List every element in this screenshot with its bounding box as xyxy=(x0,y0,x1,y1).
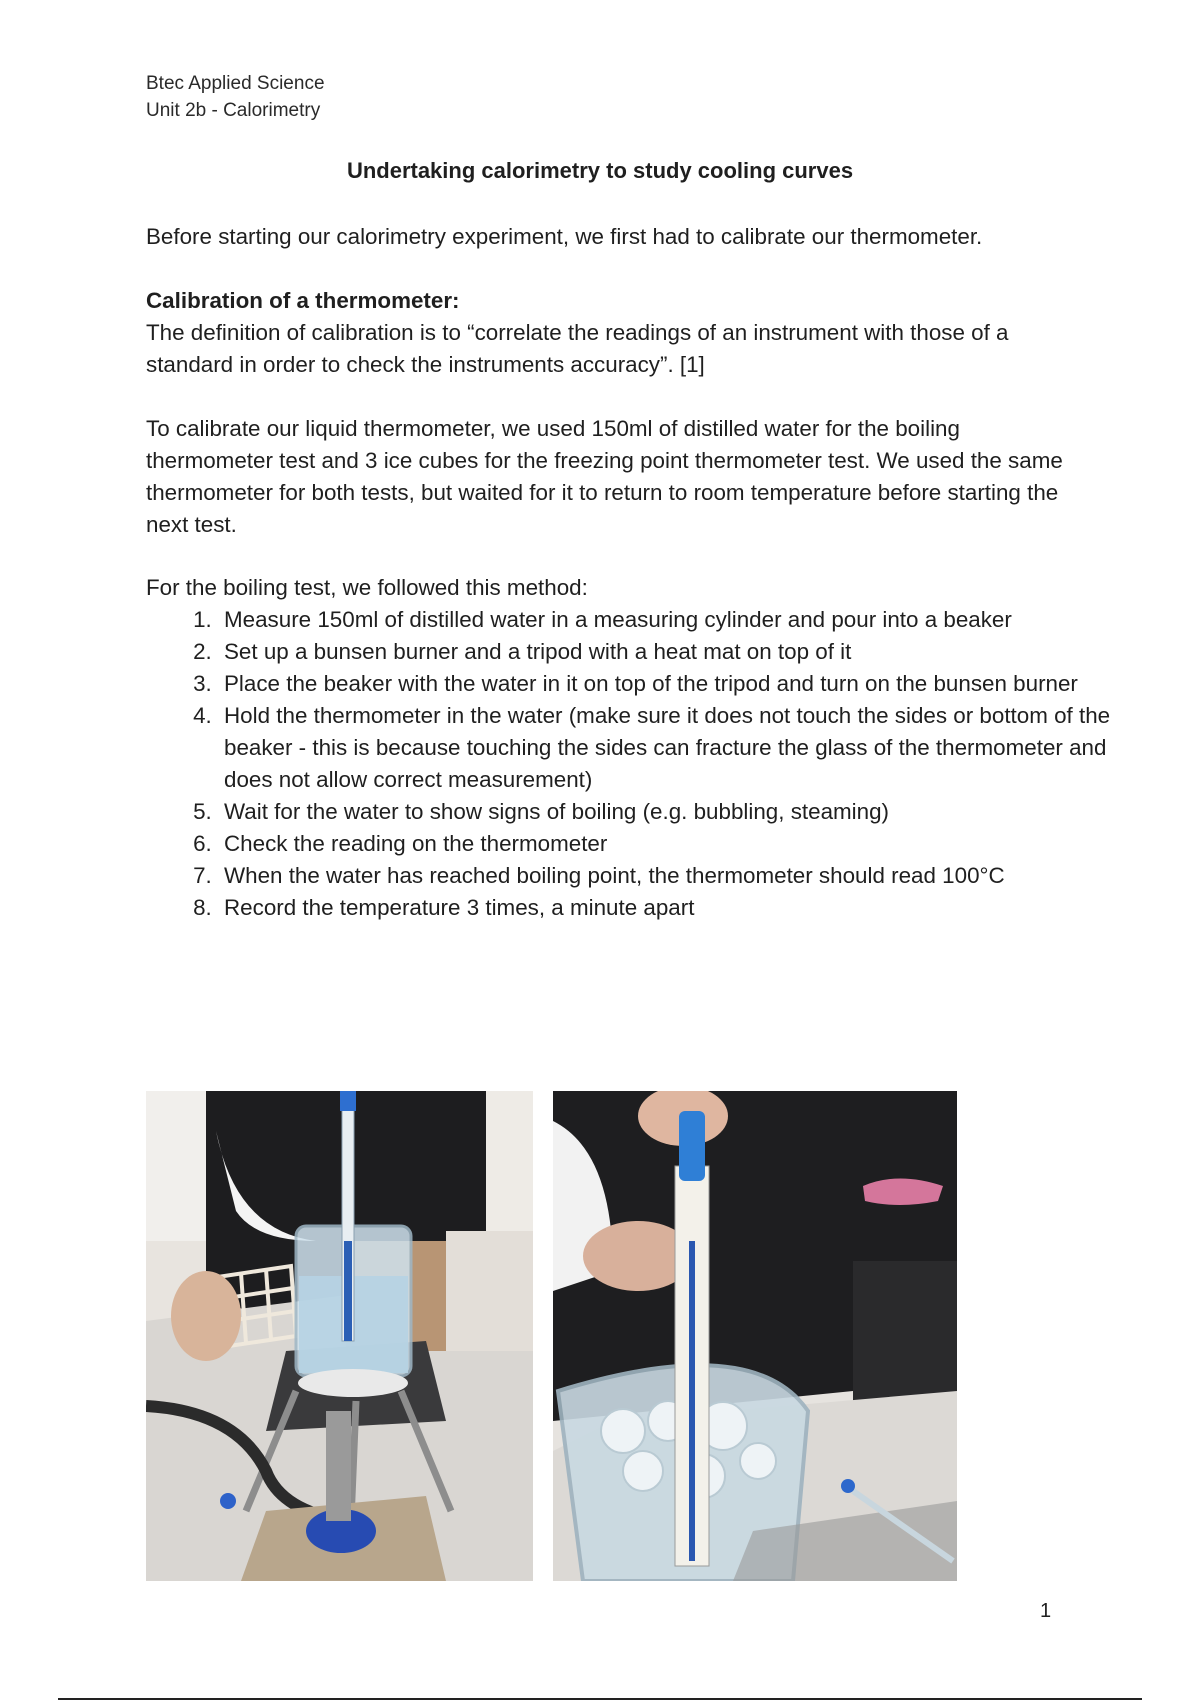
calibration-definition: The definition of calibration is to “correlate the readings of an instrument with those of a standard in order to check the instruments accuracy”. [1] xyxy=(146,320,1009,377)
calibration-heading: Calibration of a thermometer: xyxy=(146,288,460,313)
method-steps-list xyxy=(146,604,1118,924)
method-step: 3. Place the beaker with the water in it on top of the tripod and turn on the bunsen burner xyxy=(218,668,1118,700)
method-step: 5. Wait for the water to show signs of boiling (e.g. bubbling, steaming) xyxy=(218,796,1118,828)
method-intro-paragraph: To calibrate our liquid thermometer, we used 150ml of distilled water for the boiling thermometer test and 3 ice cubes for the freezing point thermometer test. We used the same thermometer for both tests, but waited for it to return to room temperature before starting the next test. xyxy=(146,416,1063,537)
unit-name: Unit 2b - Calorimetry xyxy=(146,100,321,121)
ice-beaker-photo xyxy=(553,1091,957,1581)
boiling-intro: For the boiling test, we followed this method: xyxy=(146,575,588,600)
course-name: Btec Applied Science xyxy=(146,73,325,94)
method-step: 4. Hold the thermometer in the water (make sure it does not touch the sides or bottom of the beaker - this is because touching the sides can fracture the glass of the thermometer and does not allow correct measurement) xyxy=(218,700,1118,796)
intro-paragraph: Before starting our calorimetry experiment, we first had to calibrate our thermometer. xyxy=(146,224,983,249)
document-title: Undertaking calorimetry to study cooling curves xyxy=(346,158,854,183)
page-number: 1 xyxy=(1040,1600,1052,1622)
boiling-setup-photo xyxy=(146,1091,533,1581)
method-step: 2. Set up a bunsen burner and a tripod with a heat mat on top of it xyxy=(218,636,1118,668)
calibration-section xyxy=(146,285,1076,381)
method-step: 7. When the water has reached boiling point, the thermometer should read 100°C xyxy=(218,860,1118,892)
method-step: 6. Check the reading on the thermometer xyxy=(218,828,1118,860)
method-step: 8. Record the temperature 3 times, a minute apart xyxy=(218,892,1118,924)
page-header xyxy=(146,70,325,124)
method-step: 1. Measure 150ml of distilled water in a measuring cylinder and pour into a beaker xyxy=(218,604,1118,636)
